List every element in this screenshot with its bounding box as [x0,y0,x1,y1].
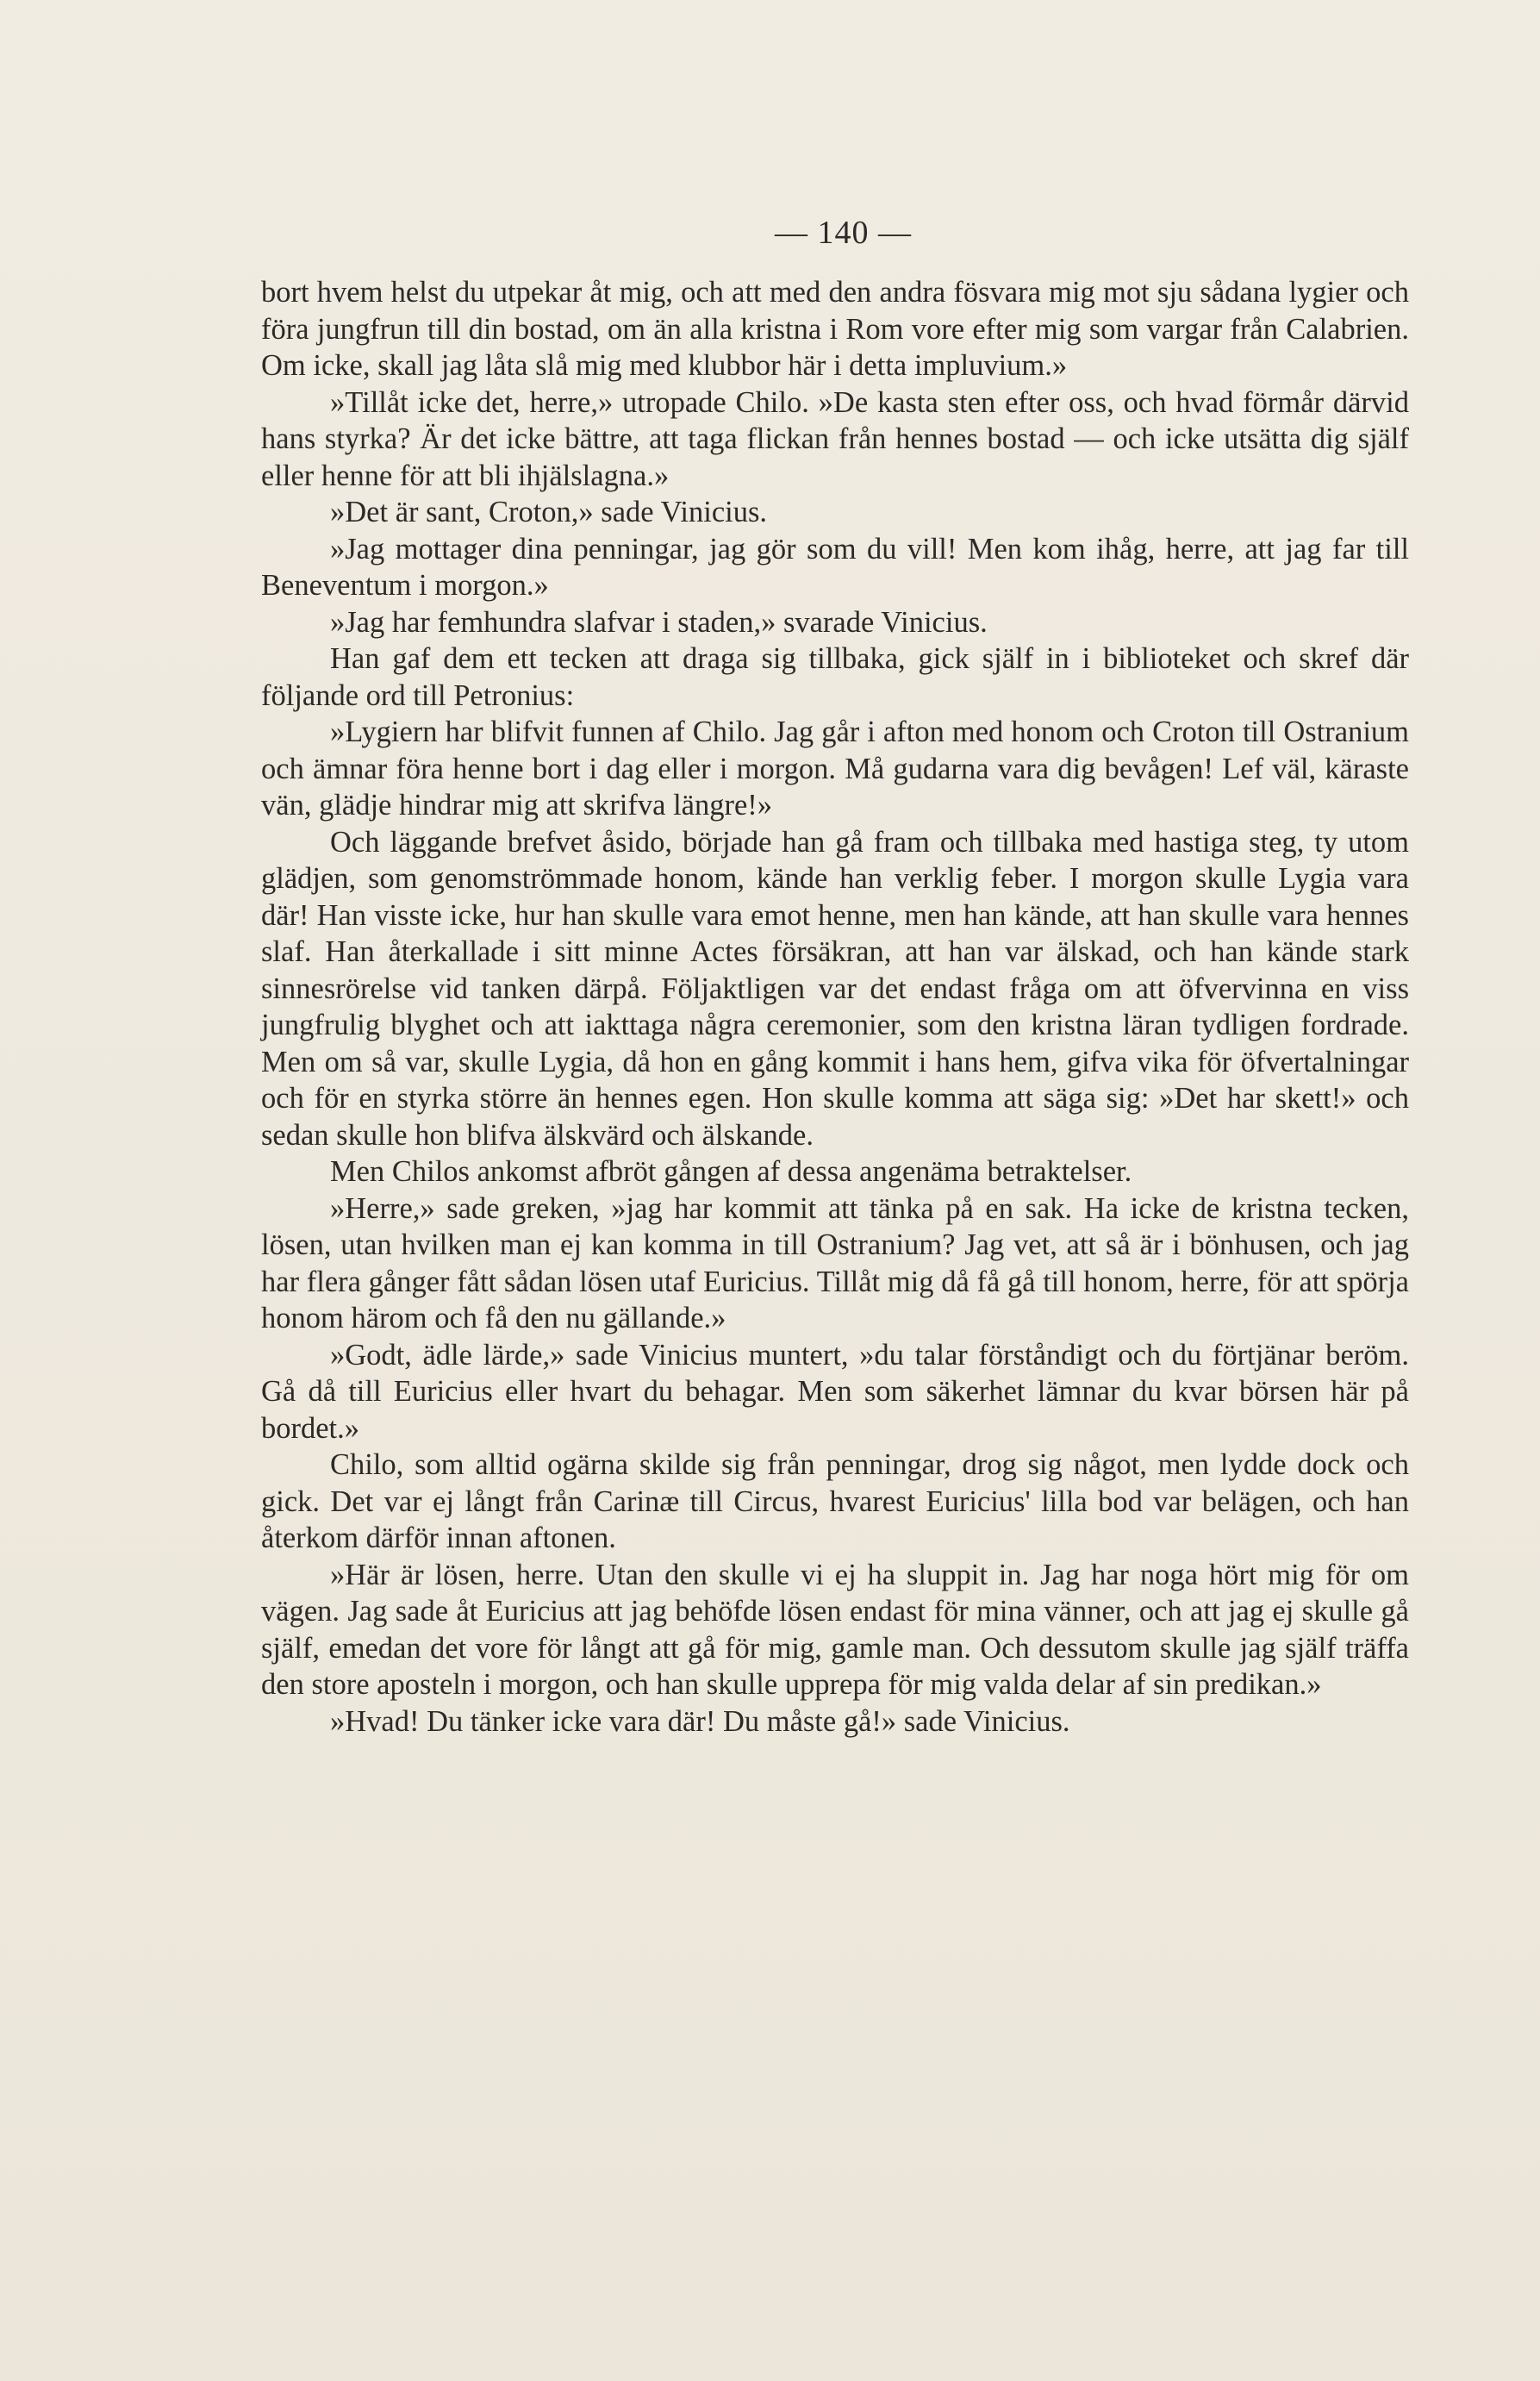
paragraph: »Jag mottager dina penningar, jag gör som du vill! Men kom ihåg, herre, att jag far till Beneventum i morgon.» [261,532,1409,602]
paragraph: Han gaf dem ett tecken att draga sig tillbaka, gick själf in i biblioteket och skref där följande ord till Petronius: [261,642,1409,712]
paragraph: Men Chilos ankomst afbröt gången af dessa angenäma betraktelser. [330,1155,1132,1188]
paragraph: »Här är lösen, herre. Utan den skulle vi ej ha sluppit in. Jag har noga hört mig för om vägen. Jag sade åt Euricius att jag behöfde lösen endast för mina vänner, och att jag ej skulle gå själf, emedan det vore för långt att gå för mig, gamle man. Och dessutom skulle jag själf träffa den store aposteln i morgon, och han skulle upprepa för mig valda delar af sin predikan.» [261,1558,1409,1701]
paragraph: bort hvem helst du utpekar åt mig, och att med den andra fösvara mig mot sju sådana lygier och föra jungfrun till din bostad, om än alla kristna i Rom vore efter mig som vargar från Calabrien. Om icke, skall jag låta slå mig med klubbor här i detta impluvium.» [261,276,1409,382]
paragraph: »Tillåt icke det, herre,» utropade Chilo. »De kasta sten efter oss, och hvad förmår därvid hans styrka? Är det icke bättre, att taga flickan från hennes bostad — och icke utsätta dig själf eller henne för att bli ihjälslagna.» [261,385,1409,492]
paragraph: »Jag har femhundra slafvar i staden,» svarade Vinicius. [330,605,988,639]
paragraph: »Herre,» sade greken, »jag har kommit att tänka på en sak. Ha icke de kristna tecken, lösen, utan hvilken man ej kan komma in till Ostranium? Jag vet, att så är i bönhusen, och jag har flera gånger fått sådan lösen utaf Euricius. Tillåt mig då få gå till honom, herre, för att spörja honom härom och få den nu gällande.» [261,1191,1409,1334]
paragraph: »Godt, ädle lärde,» sade Vinicius muntert, »du talar förståndigt och du förtjänar beröm. Gå då till Euricius eller hvart du behagar. Men som säkerhet lämnar du kvar börsen här på bordet.» [261,1338,1409,1445]
paragraph: Chilo, som alltid ogärna skilde sig från penningar, drog sig något, men lydde dock och gick. Det var ej långt från Carinæ till Circus, hvarest Euricius' lilla bod var belägen, och han återkom därför innan aftonen. [261,1448,1409,1554]
page-number: — 140 — [775,215,912,251]
paragraph: »Hvad! Du tänker icke vara där! Du måste gå!» sade Vinicius. [330,1704,1070,1738]
paragraph: »Det är sant, Croton,» sade Vinicius. [330,496,768,528]
paragraph: »Lygiern har blifvit funnen af Chilo. Jag går i afton med honom och Croton till Ostranium och ämnar föra henne bort i dag eller i morgon. Må gudarna vara dig bevågen! Lef väl, käraste vän, glädje hindrar mig att skrifva längre!» [261,716,1409,822]
paragraph: Och läggande brefvet åsido, började han gå fram och tillbaka med hastiga steg, ty utom glädjen, som genomströmmade honom, kände han verklig feber. I morgon skulle Lygia vara där! Han visste icke, hur han skulle vara emot henne, men han kände, att han skulle vara hennes slaf. Han återkallade i sitt minne Actes försäkran, att han var älskad, och han kände stark sinnesrörelse vid tanken därpå. Följaktligen var det endast fråga om att öfvervinna en viss jungfrulig blyghet och att iakttaga några ceremonier, som den kristna läran tydligen fordrade. Men om så var, skulle Lygia, då hon en gång kommit i hans hem, gifva vika för öfvertalningar och för en styrka större än hennes egen. Hon skulle komma att säga sig: »Det har skett!» och sedan skulle hon blifva älskvärd och älskande. [261,825,1409,1152]
text-body [261,274,1409,1740]
